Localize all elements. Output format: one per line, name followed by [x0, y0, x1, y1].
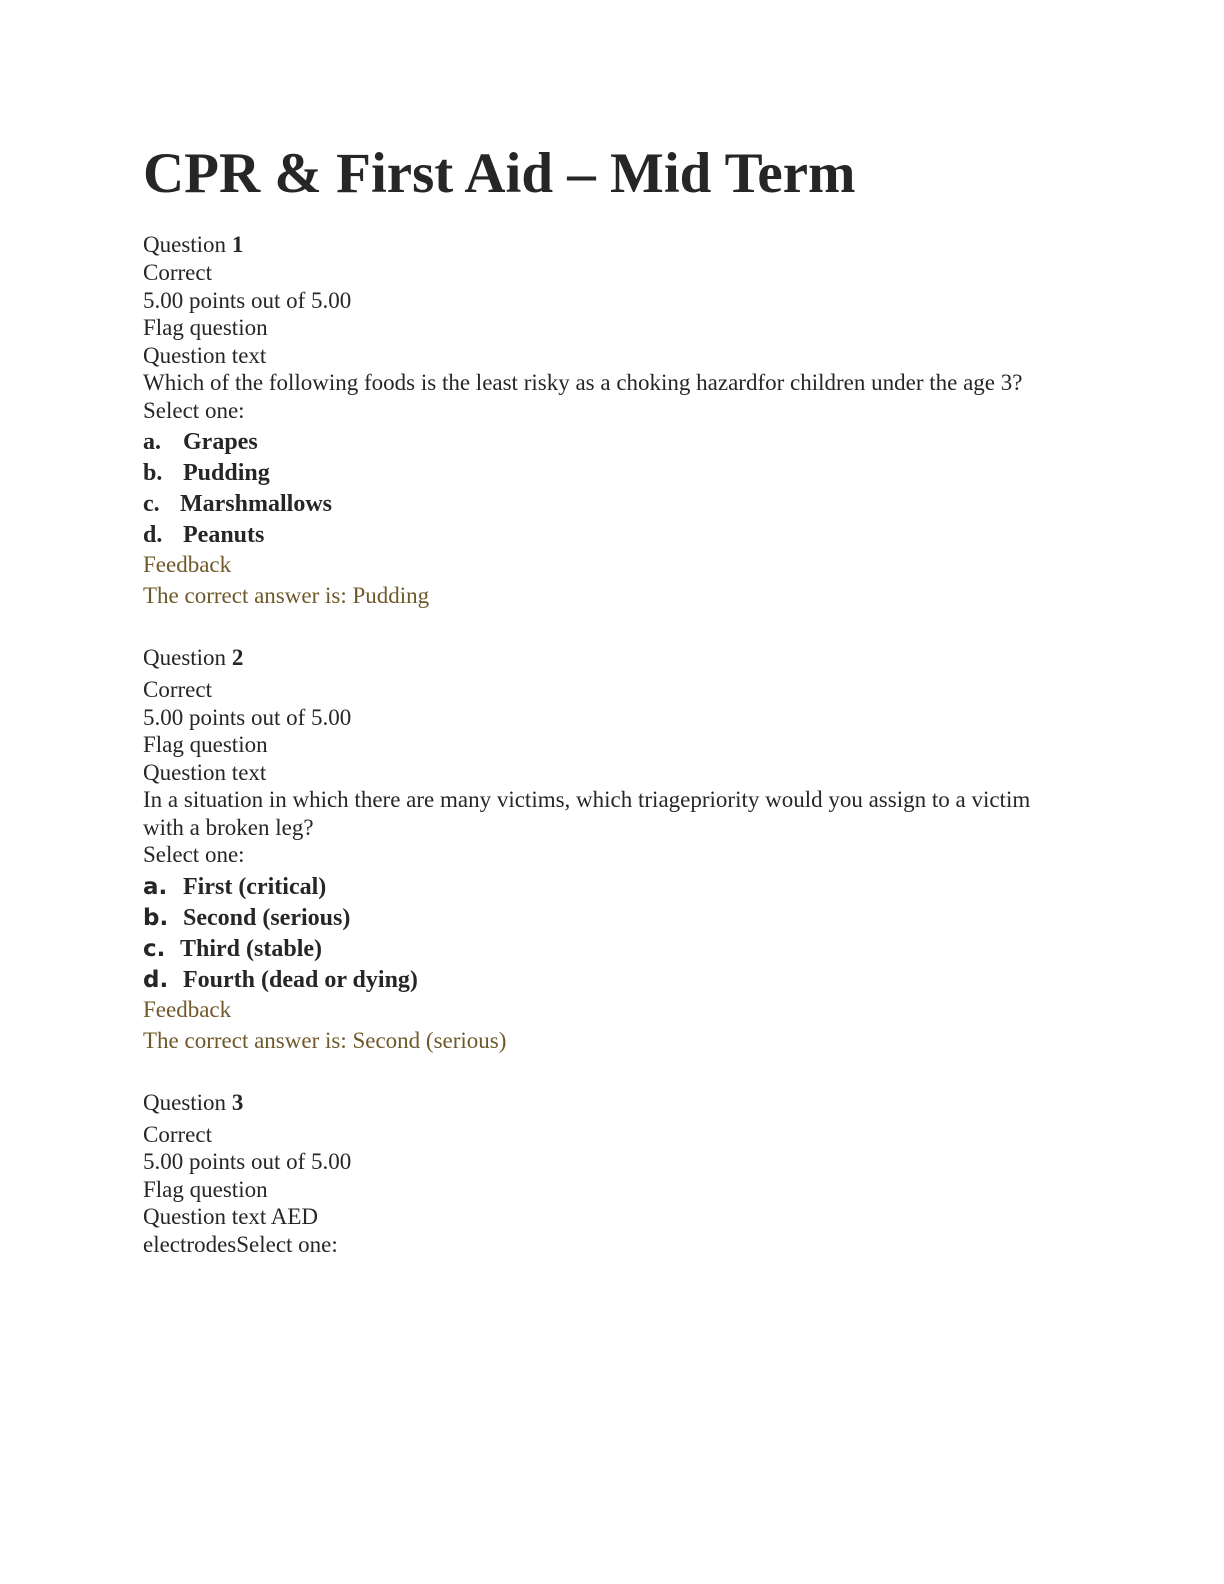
question-points: 5.00 points out of 5.00 [143, 287, 352, 313]
option-label: First (critical) [183, 873, 327, 900]
option-label: Marshmallows [180, 491, 332, 517]
option-label: Fourth (dead or dying) [183, 966, 418, 993]
answer-option-b[interactable] [143, 903, 1063, 934]
option-letter: c. [143, 935, 166, 962]
document-page [143, 138, 1063, 1258]
option-letter: a. [143, 873, 168, 900]
answer-option-a[interactable] [143, 872, 1063, 903]
answer-option-c[interactable] [143, 489, 1063, 520]
answer-option-d[interactable] [143, 965, 1063, 996]
question-header [143, 1088, 1063, 1117]
question-number: 1 [231, 232, 244, 257]
question-status: Correct [143, 260, 212, 285]
question-status: Correct [143, 1121, 212, 1147]
correct-answer: The correct answer is: Pudding [143, 583, 430, 608]
question-text: electrodesSelect one: [143, 1231, 338, 1257]
question-2 [143, 643, 1063, 1057]
option-label: Grapes [183, 429, 258, 455]
question-1 [143, 230, 1063, 612]
option-letter: b. [143, 904, 169, 931]
option-letter: d. [143, 522, 163, 548]
question-status: Correct [143, 677, 212, 702]
answer-option-b[interactable] [143, 458, 1063, 489]
feedback-label: Feedback [143, 996, 232, 1022]
page-title: CPR & First Aid – Mid Term [143, 142, 856, 205]
correct-answer: The correct answer is: Second (serious) [143, 1027, 507, 1053]
question-label: Question [143, 1089, 227, 1115]
feedback-label: Feedback [143, 552, 232, 577]
question-text-label: Question text AED [143, 1204, 319, 1229]
answer-option-a[interactable] [143, 427, 1063, 458]
question-number: 3 [231, 1089, 244, 1115]
question-points: 5.00 points out of 5.00 [143, 704, 352, 730]
question-3 [143, 1088, 1063, 1259]
question-text: In a situation in which there are many victims, which triagepriority would you assign to a victim with a broken leg? [143, 787, 1031, 840]
question-points: 5.00 points out of 5.00 [143, 1149, 352, 1174]
option-letter: c. [143, 491, 160, 517]
option-letter: d. [143, 966, 169, 993]
select-prompt: Select one: [143, 842, 245, 867]
answer-option-d[interactable] [143, 520, 1063, 551]
question-header [143, 230, 1063, 259]
answer-option-c[interactable] [143, 934, 1063, 965]
option-label: Third (stable) [180, 935, 323, 962]
option-label: Pudding [183, 460, 270, 486]
answer-options [143, 872, 1063, 996]
question-text-label: Question text [143, 759, 267, 785]
flag-question-link[interactable]: Flag question [143, 1176, 268, 1202]
flag-question-link[interactable]: Flag question [143, 732, 268, 757]
answer-options [143, 427, 1063, 551]
option-label: Second (serious) [183, 904, 351, 931]
select-prompt: Select one: [143, 397, 245, 423]
option-label: Peanuts [183, 522, 265, 548]
question-label: Question [143, 645, 227, 670]
question-text: Which of the following foods is the least risky as a choking hazardfor children under the age 3? [143, 370, 1023, 395]
question-label: Question [143, 232, 227, 257]
question-number: 2 [231, 645, 244, 670]
option-letter: b. [143, 460, 163, 486]
question-header [143, 643, 1063, 672]
question-text-label: Question text [143, 342, 267, 368]
flag-question-link[interactable]: Flag question [143, 315, 268, 340]
option-letter: a. [143, 429, 161, 455]
